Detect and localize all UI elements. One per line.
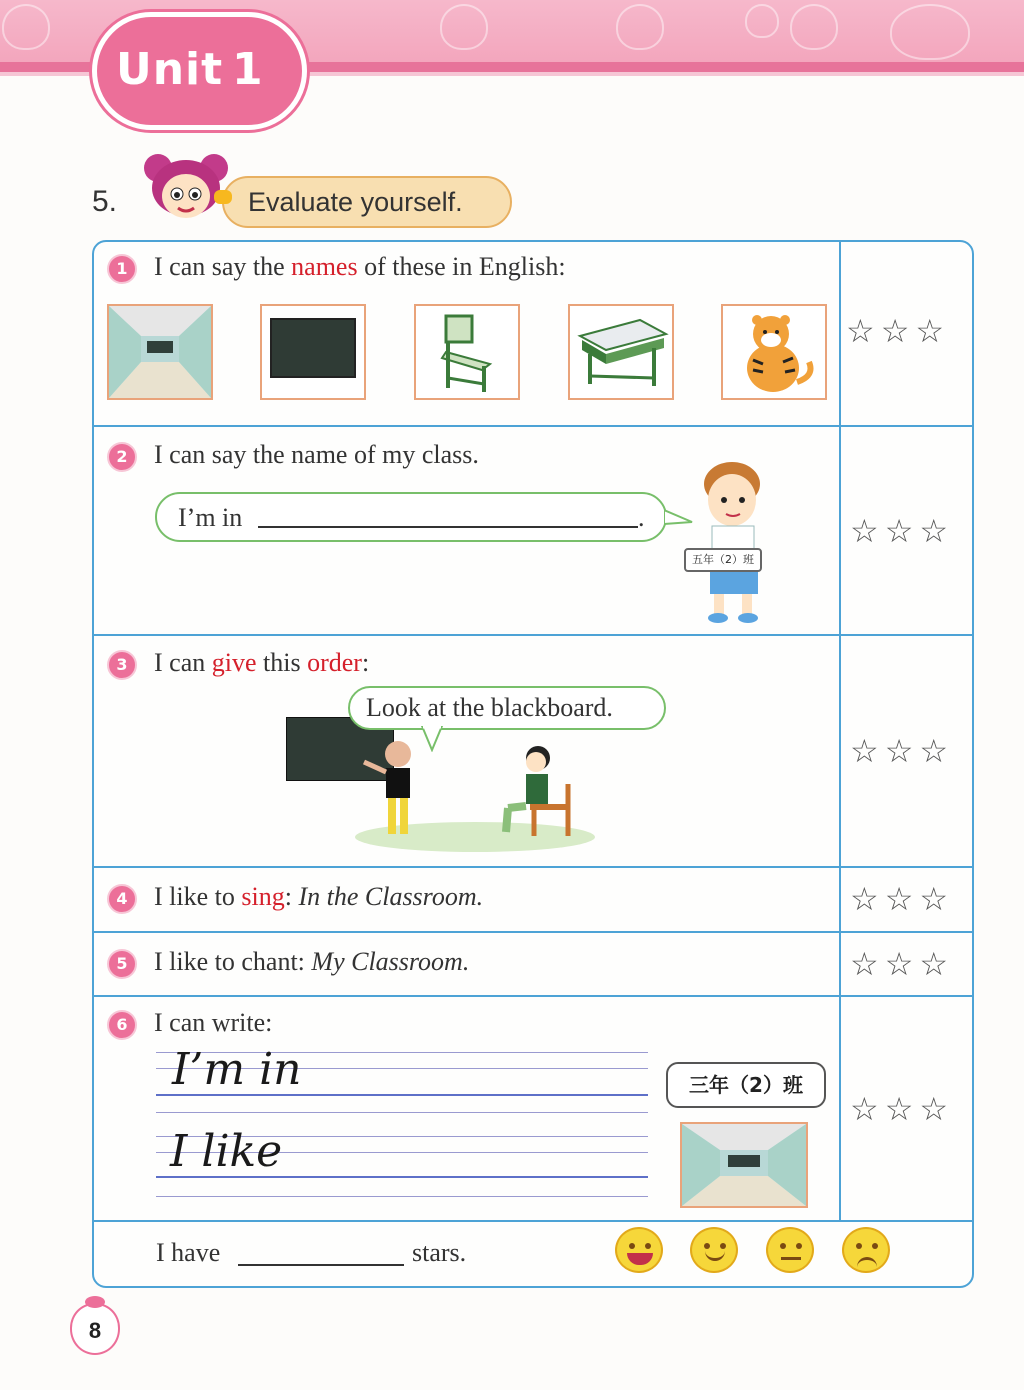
strawberry-icon <box>745 4 779 38</box>
strawberry-icon <box>2 4 50 50</box>
unit-word: Unit <box>116 44 224 95</box>
boy-with-sign-illustration <box>690 460 780 626</box>
row-6-number: 6 <box>107 1010 137 1040</box>
row-5-rating-stars[interactable]: ☆☆☆ <box>850 945 955 983</box>
row-6-rating-stars[interactable]: ☆☆☆ <box>850 1090 955 1128</box>
handwriting-line-2: I like <box>170 1126 283 1177</box>
row-2-text: I can say the name of my class. <box>154 440 479 469</box>
stars-total-blank[interactable] <box>238 1264 404 1266</box>
row-divider <box>92 931 974 933</box>
class-label-box: 三年（2）班 <box>666 1062 826 1108</box>
smiling-face-icon[interactable] <box>690 1227 738 1273</box>
row-divider <box>92 995 974 997</box>
row-4-number: 4 <box>107 884 137 914</box>
row-1-rating-stars[interactable]: ☆☆☆ <box>846 312 951 350</box>
strawberry-icon <box>890 4 970 60</box>
row-divider <box>92 1220 974 1222</box>
row-3-text: I can give this order: <box>154 648 370 677</box>
section-number: 5. <box>92 185 118 218</box>
strawberry-icon <box>616 4 664 50</box>
handwriting-guide-line <box>156 1112 648 1113</box>
chair-picture <box>414 304 520 400</box>
row-divider <box>92 425 974 427</box>
bubble-period: . <box>638 503 645 532</box>
stars-column-divider <box>839 241 841 1221</box>
row-5-text: I like to chant: My Classroom. <box>154 947 470 976</box>
tiger-picture <box>721 304 827 400</box>
row-2-number: 2 <box>107 442 137 472</box>
handwriting-line-1: I’m in <box>172 1044 302 1095</box>
stars-total-suffix: stars. <box>412 1238 467 1267</box>
section-title: Evaluate yourself. <box>248 187 463 217</box>
neutral-face-icon[interactable] <box>766 1227 814 1273</box>
student-sitting-illustration <box>490 744 580 840</box>
sad-face-icon[interactable] <box>842 1227 890 1273</box>
classroom-picture <box>680 1122 808 1208</box>
strawberry-icon <box>790 4 838 50</box>
row-4-rating-stars[interactable]: ☆☆☆ <box>850 880 955 918</box>
row-divider <box>92 866 974 868</box>
order-sentence: Look at the blackboard. <box>366 693 613 722</box>
girl-mascot-icon <box>136 152 236 232</box>
unit-number: 1 <box>232 44 263 95</box>
row-2-rating-stars[interactable]: ☆☆☆ <box>850 512 955 550</box>
handwriting-guide-line <box>156 1196 648 1197</box>
row-3-rating-stars[interactable]: ☆☆☆ <box>850 732 955 770</box>
desk-picture <box>568 304 674 400</box>
bubble-prompt: I’m in <box>178 503 243 532</box>
page-number: 8 <box>70 1303 120 1355</box>
row-1-number: 1 <box>107 254 137 284</box>
laughing-face-icon[interactable] <box>615 1227 663 1273</box>
row-5-number: 5 <box>107 949 137 979</box>
strawberry-icon <box>440 4 488 50</box>
row-4-text: I like to sing: In the Classroom. <box>154 882 484 911</box>
row-3-number: 3 <box>107 650 137 680</box>
row-6-text: I can write: <box>154 1008 273 1037</box>
class-sign: 五年（2）班 <box>684 548 762 572</box>
blackboard-picture <box>260 304 366 400</box>
row-1-text: I can say the names of these in English: <box>154 252 566 281</box>
teacher-boy-illustration <box>360 740 430 840</box>
class-name-blank[interactable] <box>258 526 638 528</box>
stars-total-prefix: I have <box>156 1238 221 1267</box>
classroom-picture <box>107 304 213 400</box>
row-divider <box>92 634 974 636</box>
strawberry-leaf-icon <box>85 1296 105 1308</box>
